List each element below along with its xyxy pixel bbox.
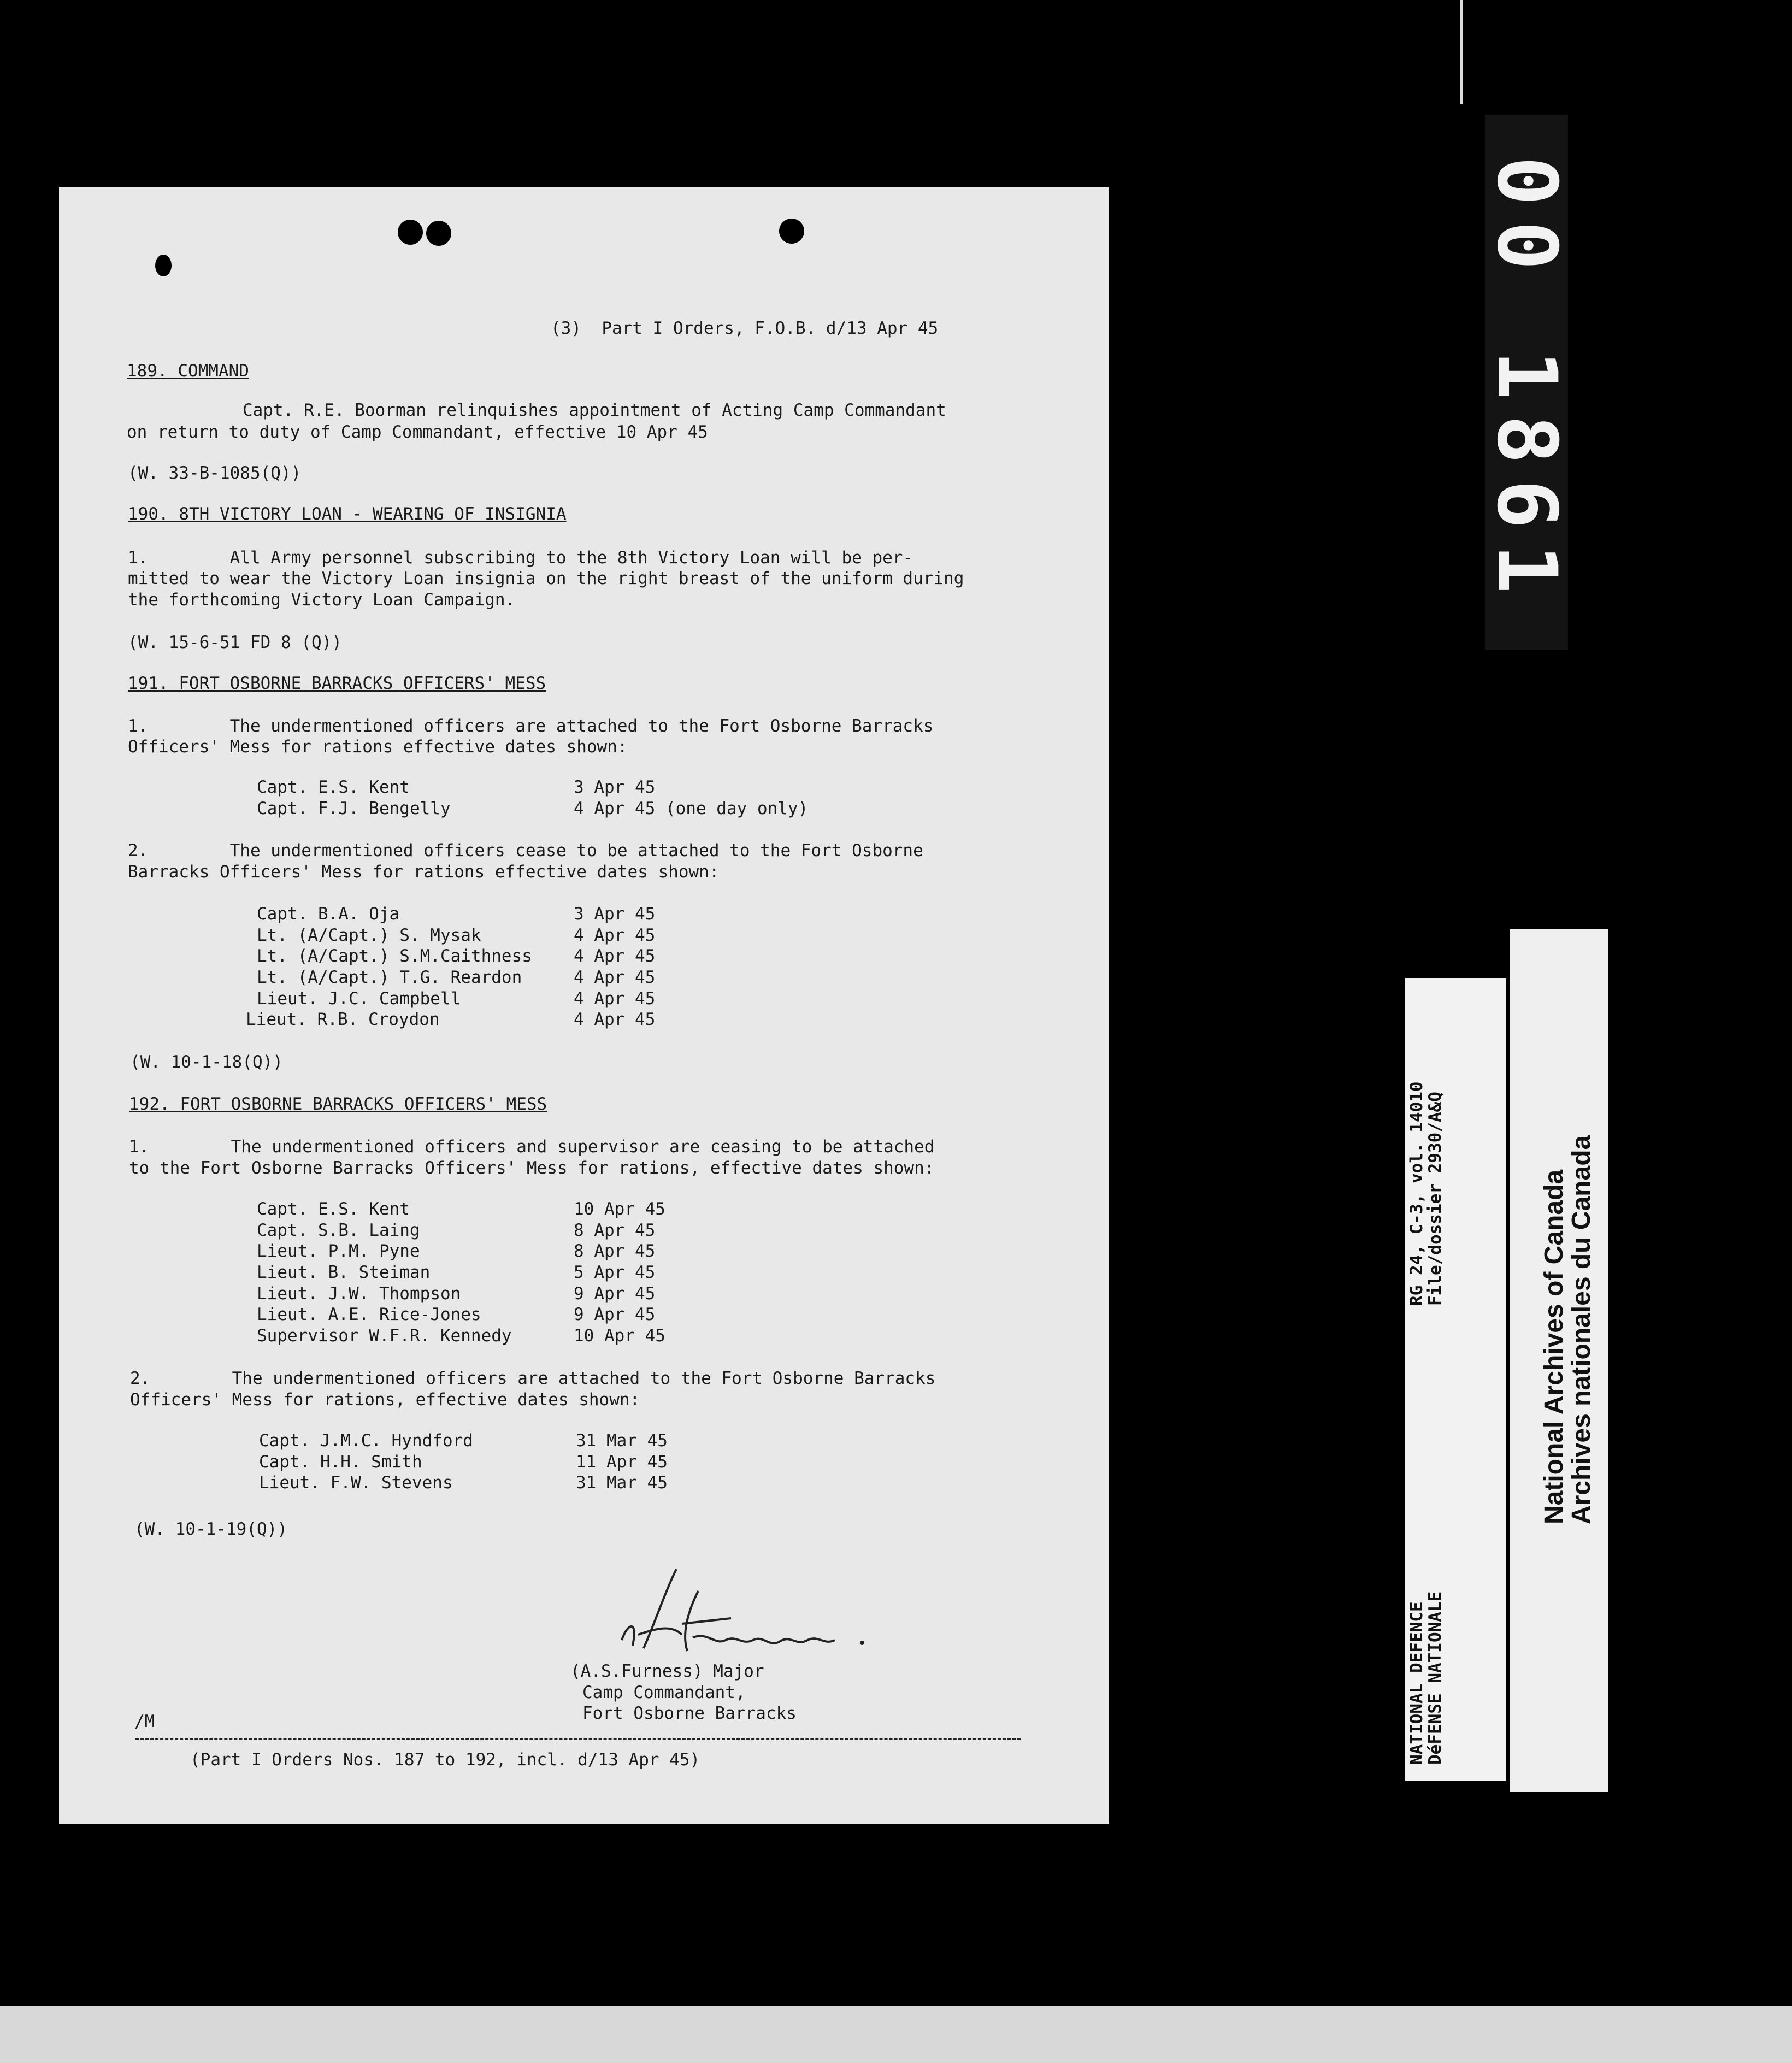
section-191-file-ref: (W. 10-1-18(Q)) [130,1052,283,1072]
department-fr: DéFENSE NATIONALE [1425,1591,1445,1765]
section-191-text-line: 2. The undermentioned officers cease to be attached to the Fort Osborne [128,841,923,860]
section-189-text-line: Capt. R.E. Boorman relinquishes appointment of Acting Camp Commandant [243,400,946,420]
archives-name-en: National Archives of Canada [1540,1169,1569,1524]
signature-title: Camp Commandant, [582,1683,746,1702]
list-item: Lieut. B. Steiman 5 Apr 45 [257,1263,656,1283]
section-190-text-line: 1. All Army personnel subscribing to the 8th Victory Loan will be per- [128,548,913,568]
list-item: Capt. F.J. Bengelly 4 Apr 45 (one day only) [257,798,809,818]
footer-dashed-rule [135,1738,1021,1740]
national-archives-strip [1510,929,1608,1792]
section-189-text-line: on return to duty of Camp Commandant, effective 10 Apr 45 [127,422,708,442]
signature-unit: Fort Osborne Barracks [582,1704,797,1723]
department-en: NATIONAL DEFENCE [1407,1601,1426,1765]
list-item: Lt. (A/Capt.) S. Mysak 4 Apr 45 [257,925,656,945]
footer-orders-summary: (Part I Orders Nos. 187 to 192, incl. d/13 Apr 45) [190,1750,700,1770]
section-191-text-line: Officers' Mess for rations effective dates shown: [128,737,628,757]
list-item: Capt. E.S. Kent 10 Apr 45 [257,1199,665,1219]
signature-name-rank: (A.S.Furness) Major [570,1661,764,1681]
section-192-list-1 [257,1199,665,1346]
list-item: Capt. B.A. Oja 3 Apr 45 [257,904,656,924]
handwritten-signature [605,1558,911,1662]
list-item: Lt. (A/Capt.) T.G. Reardon 4 Apr 45 [257,968,656,988]
punch-hole [779,219,804,244]
section-192-text-line: Officers' Mess for rations, effective dates shown: [130,1390,640,1410]
list-item: Capt. J.M.C. Hyndford 31 Mar 45 [259,1431,668,1451]
list-item: Capt. E.S. Kent 3 Apr 45 [257,777,656,798]
section-189-file-ref: (W. 33-B-1085(Q)) [128,463,302,483]
list-item: Supervisor W.F.R. Kennedy 10 Apr 45 [257,1325,665,1346]
list-item: Lieut. F.W. Stevens 31 Mar 45 [259,1473,668,1493]
scan-bottom-edge [0,2006,1792,2063]
section-191-list-1 [257,777,808,819]
list-item: Lt. (A/Capt.) S.M.Caithness 4 Apr 45 [257,946,656,966]
punch-hole [398,220,423,245]
list-item: Lieut. J.C. Campbell 4 Apr 45 [257,988,656,1009]
microfilm-frame-number: 00 1861 [1485,115,1568,650]
list-item: Capt. H.H. Smith 11 Apr 45 [259,1452,668,1472]
section-192-text-line: 1. The undermentioned officers and supervisor are ceasing to be attached [129,1137,935,1157]
section-190-text-line: mitted to wear the Victory Loan insignia on the right breast of the uniform during [128,569,964,588]
section-190-text-line: the forthcoming Victory Loan Campaign. [128,590,516,610]
section-190-file-ref: (W. 15-6-51 FD 8 (Q)) [128,633,342,652]
typist-initials: /M [134,1712,155,1731]
section-191-list-2 [246,904,666,1030]
section-192-file-ref: (W. 10-1-19(Q)) [134,1519,287,1539]
section-192-text-line: 2. The undermentioned officers are attached to the Fort Osborne Barracks [130,1369,936,1388]
section-190-title: 190. 8TH VICTORY LOAN - WEARING OF INSIGNIA [128,504,567,524]
document-page [59,187,1109,1824]
list-item: Capt. S.B. Laing 8 Apr 45 [257,1220,656,1240]
list-item: Lieut. R.B. Croydon 4 Apr 45 [246,1010,656,1030]
archive-reference-strip [1405,978,1506,1781]
frame-edge-line [1460,0,1463,104]
list-item: Lieut. J.W. Thompson 9 Apr 45 [257,1283,656,1304]
archive-file-line: File/dossier 2930/A&Q [1425,1092,1445,1306]
list-item: Lieut. A.E. Rice-Jones 9 Apr 45 [257,1305,656,1325]
archives-name-fr: Archives nationales du Canada [1567,1135,1596,1524]
punch-hole [426,221,451,246]
section-192-text-line: to the Fort Osborne Barracks Officers' Mess for rations, effective dates shown: [129,1158,935,1178]
section-189-title: 189. COMMAND [127,361,249,381]
section-192-title: 192. FORT OSBORNE BARRACKS OFFICERS' MESS [129,1094,547,1114]
order-reference-header: (3) Part I Orders, F.O.B. d/13 Apr 45 [551,319,939,338]
archive-ref-line: RG 24, C-3, vol. 14010 [1407,1081,1426,1306]
ink-blot [155,255,172,276]
section-191-title: 191. FORT OSBORNE BARRACKS OFFICERS' MESS [128,674,546,693]
section-191-text-line: Barracks Officers' Mess for rations effective dates shown: [128,862,720,882]
list-item: Lieut. P.M. Pyne 8 Apr 45 [257,1241,656,1262]
section-192-list-2 [259,1430,668,1494]
section-191-text-line: 1. The undermentioned officers are attached to the Fort Osborne Barracks [128,716,934,736]
